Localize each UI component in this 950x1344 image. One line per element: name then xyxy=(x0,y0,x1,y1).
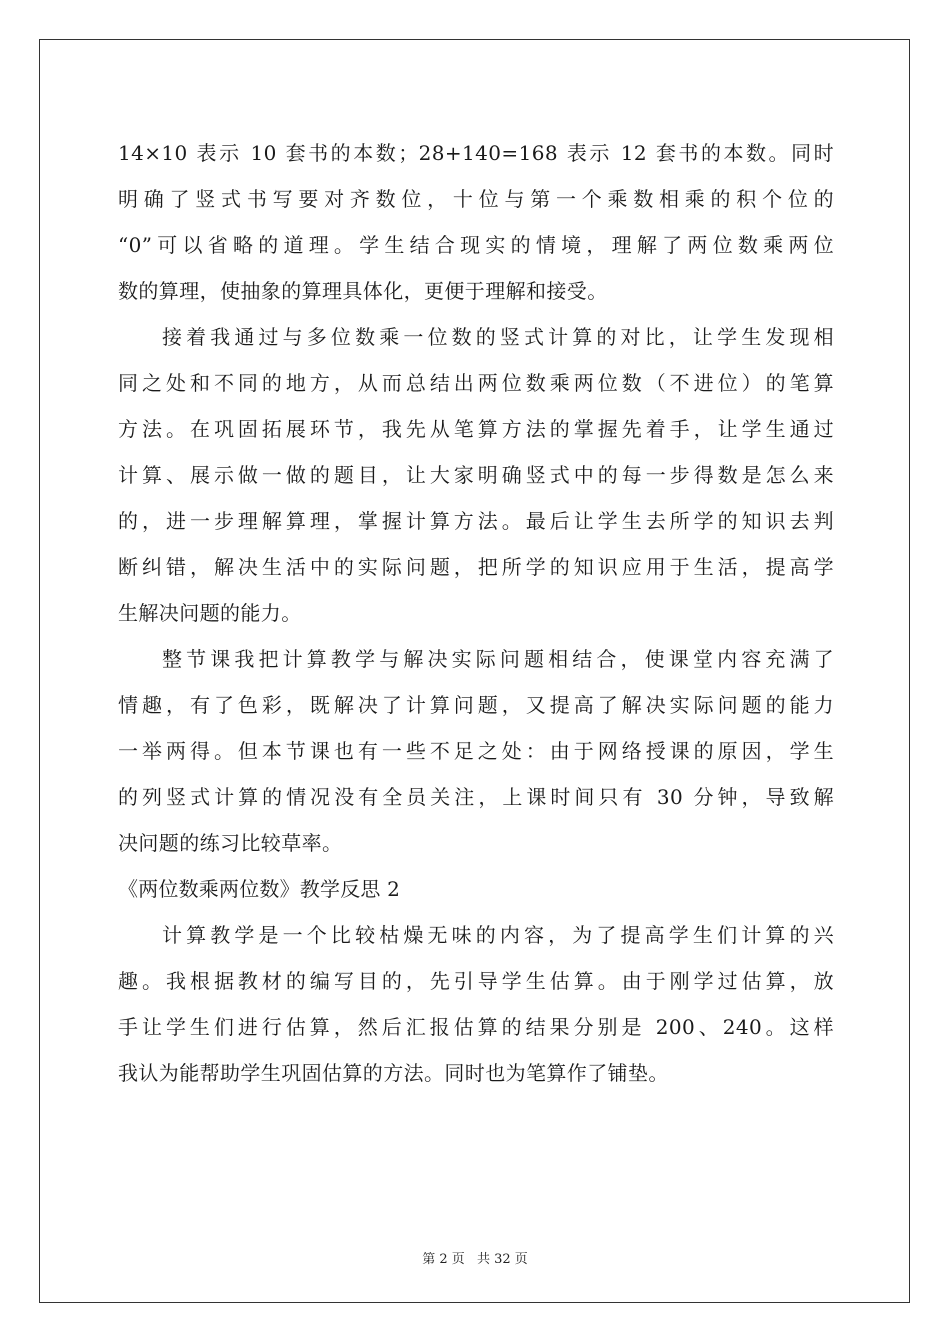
paragraph-1 xyxy=(118,130,834,314)
text-line: “0”可以省略的道理。学生结合现实的情境，理解了两位数乘两位 xyxy=(118,233,834,257)
text-line: 趣。我根据教材的编写目的，先引导学生估算。由于刚学过估算，放 xyxy=(118,969,834,993)
text-line: 情趣，有了色彩，既解决了计算问题，又提高了解决实际问题的能力 xyxy=(118,693,834,717)
paragraph-3 xyxy=(118,636,834,866)
text-line: 计算教学是一个比较枯燥无味的内容，为了提高学生们计算的兴 xyxy=(162,923,834,947)
text-line: 同之处和不同的地方，从而总结出两位数乘两位数（不进位）的笔算 xyxy=(118,371,834,395)
page-footer xyxy=(0,1248,950,1267)
section-title: 《两位数乘两位数》教学反思 2 xyxy=(118,877,401,901)
text-line: 14×10 表示 10 套书的本数；28+140=168 表示 12 套书的本数。同时 xyxy=(118,141,834,165)
page-number: 第 2 页 xyxy=(422,1252,465,1267)
text-line: 计算、展示做一做的题目，让大家明确竖式中的每一步得数是怎么来 xyxy=(118,463,834,487)
text-line: 数的算理，使抽象的算理具体化，更便于理解和接受。 xyxy=(118,279,608,303)
text-line: 生解决问题的能力。 xyxy=(118,601,302,625)
text-line: 方法。在巩固拓展环节，我先从笔算方法的掌握先着手，让学生通过 xyxy=(118,417,834,441)
text-line: 断纠错，解决生活中的实际问题，把所学的知识应用于生活，提高学 xyxy=(118,555,834,579)
text-line: 接着我通过与多位数乘一位数的竖式计算的对比，让学生发现相 xyxy=(162,325,834,349)
text-line: 一举两得。但本节课也有一些不足之处：由于网络授课的原因，学生 xyxy=(118,739,834,763)
page-total: 共 32 页 xyxy=(476,1252,528,1267)
text-line: 我认为能帮助学生巩固估算的方法。同时也为笔算作了铺垫。 xyxy=(118,1061,669,1085)
paragraph-4 xyxy=(118,912,834,1096)
text-line: 明确了竖式书写要对齐数位，十位与第一个乘数相乘的积个位的 xyxy=(118,187,834,211)
text-line: 决问题的练习比较草率。 xyxy=(118,831,343,855)
paragraph-2 xyxy=(118,314,834,636)
document-body xyxy=(118,130,834,1096)
text-line: 整节课我把计算教学与解决实际问题相结合，使课堂内容充满了 xyxy=(162,647,834,671)
text-line: 手让学生们进行估算，然后汇报估算的结果分别是 200、240。这样 xyxy=(118,1015,834,1039)
text-line: 的列竖式计算的情况没有全员关注，上课时间只有 30 分钟，导致解 xyxy=(118,785,834,809)
text-line: 的，进一步理解算理，掌握计算方法。最后让学生去所学的知识去判 xyxy=(118,509,834,533)
